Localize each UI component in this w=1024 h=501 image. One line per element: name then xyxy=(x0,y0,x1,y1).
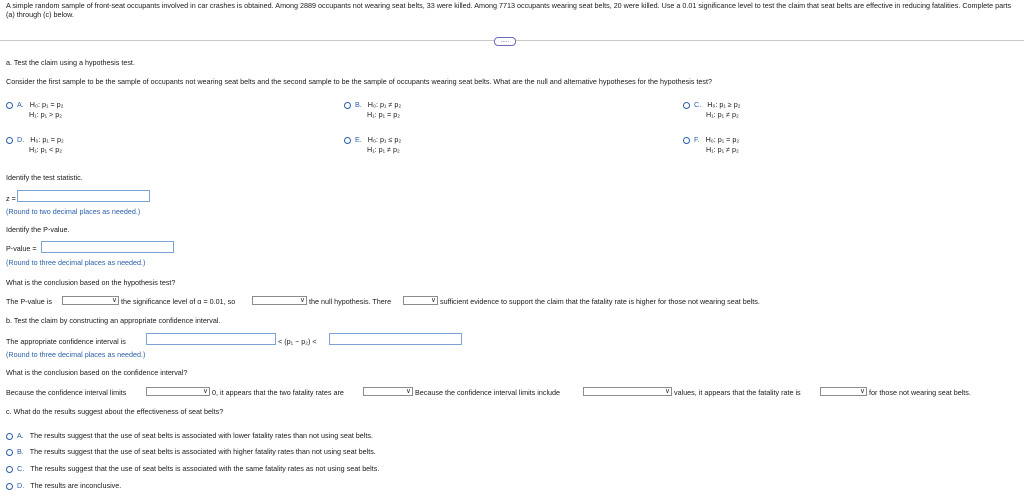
pvalue-input[interactable] xyxy=(41,241,174,253)
evidence-select[interactable] xyxy=(403,296,438,305)
effectiveness-option-b[interactable]: B. The results suggest that the use of seat belts is associated with higher fatality rates than not using seat belts. xyxy=(6,447,376,457)
chevron-down-icon: ∨ xyxy=(859,388,865,395)
hypothesis-option-a[interactable]: A. H₀: p₁ = p₂ H₁: p₁ > p₂ xyxy=(6,100,63,120)
chevron-down-icon: ∨ xyxy=(430,297,436,304)
chevron-down-icon: ∨ xyxy=(664,388,670,395)
ci-text-5: for those not wearing seat belts. xyxy=(869,388,971,397)
pvalue-comparison-select[interactable] xyxy=(62,296,119,305)
ci-label: The appropriate confidence interval is xyxy=(6,337,126,346)
radio-c-c[interactable] xyxy=(6,466,13,473)
part-a-heading: a. Test the claim using a hypothesis test. xyxy=(6,58,135,67)
part-c-heading: c. What do the results suggest about the effectiveness of seat belts? xyxy=(6,407,224,416)
ci-text-3: Because the confidence interval limits include xyxy=(415,388,561,397)
hypothesis-option-d[interactable]: D. H₀: p₁ = p₂ H₁: p₁ < p₂ xyxy=(6,135,64,155)
conclusion-text-4: sufficient evidence to support the claim that the fatality rate is higher for those not wearing seat belts. xyxy=(440,297,760,306)
radio-a[interactable] xyxy=(6,102,13,109)
z-rounding-hint: (Round to two decimal places as needed.) xyxy=(6,207,141,216)
hypothesis-option-c[interactable]: C. H₀: p₁ ≥ p₂ H₁: p₁ ≠ p₂ xyxy=(683,100,741,120)
effectiveness-option-c[interactable]: C. The results suggest that the use of seat belts is associated with the same fatality rates as not using seat belts. xyxy=(6,464,379,474)
hypotheses-question: Consider the first sample to be the sample of occupants not wearing seat belts and the second sample to be the sample of occupants wearing seat belts. What are the null and alternative hypotheses for the hypothesis test? xyxy=(6,77,712,86)
pvalue-rounding-hint: (Round to three decimal places as needed.) xyxy=(6,258,146,267)
test-statistic-prompt: Identify the test statistic. xyxy=(6,173,83,182)
fatality-rate-select[interactable] xyxy=(820,387,867,396)
ci-text-1: Because the confidence interval limits xyxy=(6,388,127,397)
part-b-heading: b. Test the claim by constructing an appropriate confidence interval. xyxy=(6,316,221,325)
conclusion-text-2: the significance level of α = 0.01, so xyxy=(121,297,236,306)
radio-e[interactable] xyxy=(344,137,351,144)
ci-lower-input[interactable] xyxy=(146,333,276,345)
radio-b[interactable] xyxy=(344,102,351,109)
ci-rounding-hint: (Round to three decimal places as needed.) xyxy=(6,350,146,359)
chevron-down-icon: ∨ xyxy=(299,297,305,304)
z-label: z = xyxy=(6,194,16,203)
hypothesis-option-b[interactable]: B. H₀: p₁ ≠ p₂ H₁: p₁ = p₂ xyxy=(344,100,401,120)
radio-c-a[interactable] xyxy=(6,433,13,440)
z-input[interactable] xyxy=(17,190,150,202)
radio-d[interactable] xyxy=(6,137,13,144)
chevron-down-icon: ∨ xyxy=(111,297,117,304)
radio-c-d[interactable] xyxy=(6,483,13,490)
ci-limits-select[interactable] xyxy=(146,387,210,396)
hypothesis-conclusion-question: What is the conclusion based on the hypothesis test? xyxy=(6,278,176,287)
radio-c[interactable] xyxy=(683,102,690,109)
more-button[interactable]: ..... xyxy=(494,37,516,46)
ci-text-4: values, it appears that the fatality rate is xyxy=(674,388,801,397)
chevron-down-icon: ∨ xyxy=(405,388,411,395)
conclusion-text-3: the null hypothesis. There xyxy=(309,297,392,306)
pvalue-label: P-value = xyxy=(6,244,37,253)
null-decision-select[interactable] xyxy=(252,296,307,305)
radio-f[interactable] xyxy=(683,137,690,144)
problem-statement: A simple random sample of front-seat occupants involved in car crashes is obtained. Among 2889 occupants not wearing seat belts, 33 were killed. Among 7713 occupants wearing seat belts, 20 were killed. Use a 0.01 significance level to test the claim that seat belts are effective in reducing fatalities. Complete parts (a) through (c) below. xyxy=(6,1,1012,19)
ci-conclusion-question: What is the conclusion based on the confidence interval? xyxy=(6,368,188,377)
ci-values-select[interactable] xyxy=(583,387,672,396)
ci-upper-input[interactable] xyxy=(329,333,462,345)
hypothesis-option-e[interactable]: E. H₀: p₁ ≤ p₂ H₁: p₁ ≠ p₂ xyxy=(344,135,401,155)
ci-text-2: 0, it appears that the two fatality rates are xyxy=(212,388,344,397)
radio-c-b[interactable] xyxy=(6,449,13,456)
ci-inequality: < (p₁ − p₂) < xyxy=(278,337,317,346)
effectiveness-option-d[interactable]: D. The results are inconclusive. xyxy=(6,481,121,491)
rates-equality-select[interactable] xyxy=(363,387,413,396)
chevron-down-icon: ∨ xyxy=(202,388,208,395)
effectiveness-option-a[interactable]: A. The results suggest that the use of seat belts is associated with lower fatality rates than not using seat belts. xyxy=(6,431,373,441)
pvalue-prompt: Identify the P-value. xyxy=(6,225,70,234)
hypothesis-option-f[interactable]: F. H₀: p₁ = p₂ H₁: p₁ ≠ p₂ xyxy=(683,135,739,155)
conclusion-text-1: The P-value is xyxy=(6,297,52,306)
